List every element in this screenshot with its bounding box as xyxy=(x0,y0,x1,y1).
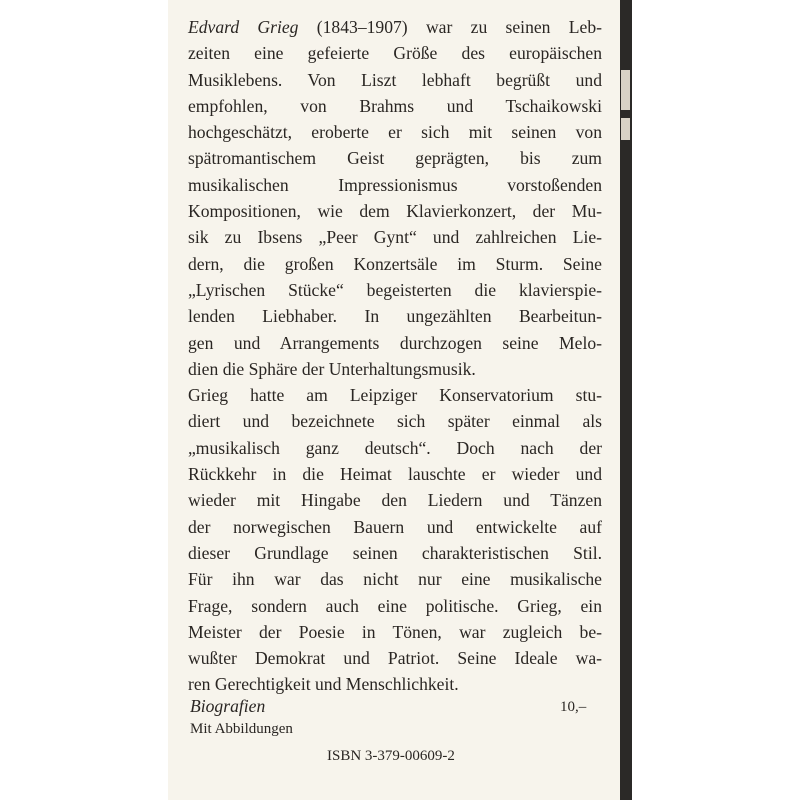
blurb-line: Musiklebens. Von Liszt lebhaft begrüßt und xyxy=(188,69,602,90)
blurb-line: wußter Demokrat und Patriot. Seine Ideale wa- xyxy=(188,648,602,669)
blurb-line: diert und bezeichnete sich später einmal als xyxy=(188,411,602,432)
spine-lettering-fragment xyxy=(621,118,630,140)
blurb-line: gen und Arrangements durchzogen seine Melo- xyxy=(188,332,602,353)
blurb-line: spätromantischem Geist geprägten, bis zum xyxy=(188,148,602,169)
price-label: 10,– xyxy=(560,699,587,715)
blurb-line: sik zu Ibsens „Peer Gynt“ und zahlreichen Lie- xyxy=(188,227,602,248)
blurb-line: wieder mit Hingabe den Liedern und Tänzen xyxy=(188,490,602,511)
blurb-line: hochgeschätzt, eroberte er sich mit seinen von xyxy=(188,122,602,143)
isbn-number: ISBN 3-379-00609-2 xyxy=(327,748,455,764)
blurb-line: Grieg hatte am Leipziger Konservatorium stu- xyxy=(188,385,602,406)
blurb-line: „musikalisch ganz deutsch“. Doch nach der xyxy=(188,437,602,458)
blurb-line: „Lyrischen Stücke“ begeisterten die klavierspie- xyxy=(188,279,602,300)
blurb-line: der norwegischen Bauern und entwickelte auf xyxy=(188,516,602,537)
blurb-line: ren Gerechtigkeit und Menschlichkeit. xyxy=(188,674,459,695)
blurb-line: dien die Sphäre der Unterhaltungsmusik. xyxy=(188,358,476,379)
blurb-line: Edvard Grieg (1843–1907) war zu seinen Leb- xyxy=(188,17,602,37)
blurb-line: dieser Grundlage seinen charakteristischen Stil. xyxy=(188,542,602,563)
blurb-line: Rückkehr in die Heimat lauschte er wieder und xyxy=(188,464,602,485)
blurb-line: musikalischen Impressionismus vorstoßenden xyxy=(188,174,602,195)
series-title: Biografien xyxy=(190,696,266,716)
blurb-line: Frage, sondern auch eine politische. Grieg, ein xyxy=(188,595,602,616)
series-subtitle: Mit Abbildungen xyxy=(190,721,293,737)
blurb-text xyxy=(188,14,602,698)
blurb-line: empfohlen, von Brahms und Tschaikowski xyxy=(188,95,602,116)
blurb-line: dern, die großen Konzertsäle im Sturm. Seine xyxy=(188,253,602,274)
blurb-line: zeiten eine gefeierte Größe des europäischen xyxy=(188,43,602,64)
blurb-line: Kompositionen, wie dem Klavierkonzert, der Mu- xyxy=(188,201,602,222)
spine-lettering-fragment xyxy=(621,70,630,110)
blurb-line: Für ihn war das nicht nur eine musikalische xyxy=(188,569,602,590)
blurb-line: lenden Liebhaber. In ungezählten Bearbeitun- xyxy=(188,306,602,327)
author-name: Edvard Grieg xyxy=(188,17,299,37)
blurb-line: Meister der Poesie in Tönen, war zugleich be- xyxy=(188,621,602,642)
